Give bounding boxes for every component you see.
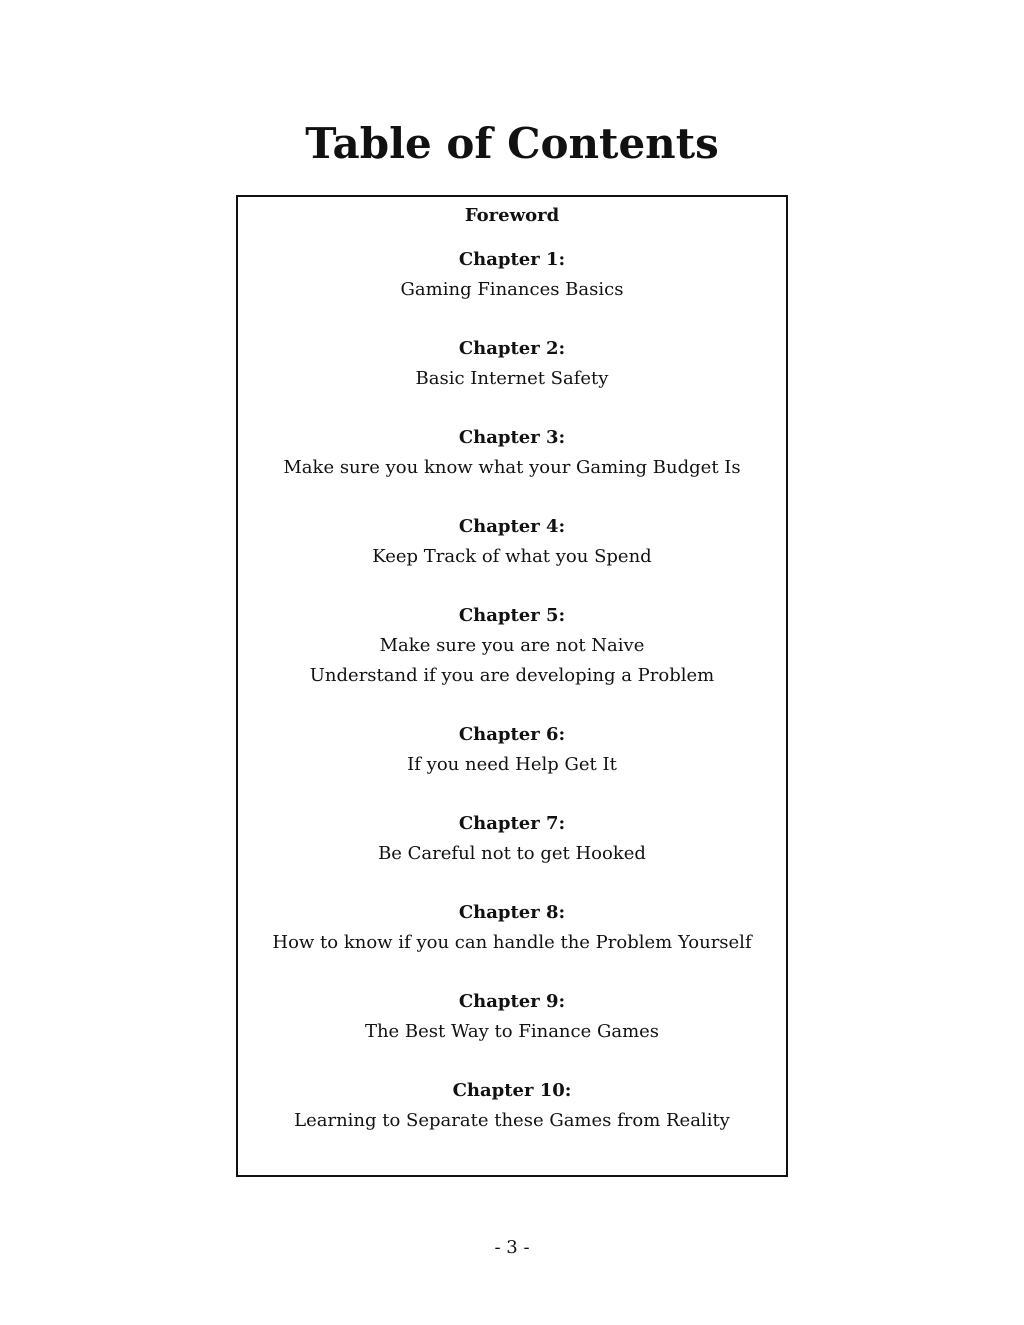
chapter-label: Chapter 2: bbox=[458, 338, 566, 359]
chapter-title: Be Careful not to get Hooked bbox=[378, 843, 646, 864]
toc-entry-chapter-3 bbox=[238, 423, 786, 483]
chapter-label: Chapter 10: bbox=[452, 1080, 572, 1101]
chapter-label: Chapter 8: bbox=[458, 902, 566, 923]
toc-entry-chapter-8 bbox=[238, 898, 786, 958]
chapter-title: Make sure you know what your Gaming Budget Is bbox=[283, 457, 741, 478]
chapter-list bbox=[238, 245, 786, 1165]
toc-entry-chapter-2 bbox=[238, 334, 786, 394]
chapter-label: Chapter 9: bbox=[458, 991, 566, 1012]
toc-entry-chapter-4 bbox=[238, 512, 786, 572]
chapter-label: Chapter 3: bbox=[458, 427, 566, 448]
toc-entry-chapter-6 bbox=[238, 720, 786, 780]
chapter-label: Chapter 6: bbox=[458, 724, 566, 745]
chapter-label: Chapter 5: bbox=[458, 605, 566, 626]
chapter-label: Chapter 7: bbox=[458, 813, 566, 834]
chapter-title: Learning to Separate these Games from Reality bbox=[294, 1110, 730, 1131]
table-of-contents-box bbox=[236, 195, 788, 1177]
chapter-title: Basic Internet Safety bbox=[415, 368, 609, 389]
toc-entry-chapter-5 bbox=[238, 601, 786, 691]
chapter-title: The Best Way to Finance Games bbox=[364, 1021, 660, 1042]
toc-entry-chapter-9 bbox=[238, 987, 786, 1047]
page-number: - 3 - bbox=[494, 1237, 530, 1258]
toc-entry-chapter-7 bbox=[238, 809, 786, 869]
toc-entry-chapter-1 bbox=[238, 245, 786, 305]
chapter-title: Keep Track of what you Spend bbox=[372, 546, 652, 567]
chapter-label: Chapter 1: bbox=[458, 249, 566, 270]
chapter-label: Chapter 4: bbox=[458, 516, 566, 537]
chapter-title: Understand if you are developing a Problem bbox=[309, 665, 715, 686]
chapter-title: How to know if you can handle the Problem Yourself bbox=[272, 932, 752, 953]
chapter-title: If you need Help Get It bbox=[407, 754, 617, 775]
page-title: Table of Contents bbox=[305, 119, 719, 168]
foreword-entry: Foreword bbox=[464, 205, 560, 226]
chapter-title: Make sure you are not Naive bbox=[379, 635, 645, 656]
chapter-title: Gaming Finances Basics bbox=[400, 279, 624, 300]
toc-entry-chapter-10 bbox=[238, 1076, 786, 1136]
